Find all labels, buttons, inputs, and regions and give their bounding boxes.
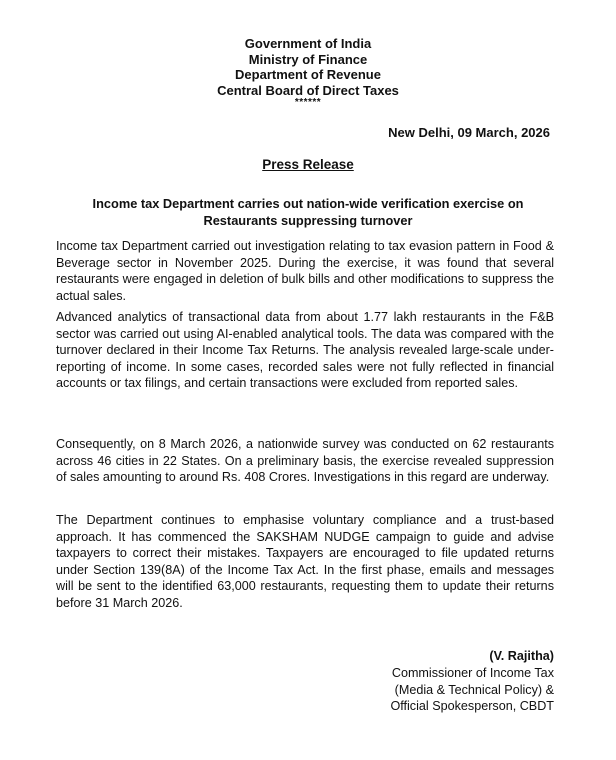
signatory-designation-3: Official Spokesperson, CBDT: [390, 699, 554, 714]
ministry-name: Ministry of Finance: [248, 51, 368, 67]
header-separator: ******: [294, 97, 322, 108]
signature-block: [390, 648, 554, 715]
paragraph-2: Advanced analytics of transactional data from about 1.77 lakh restaurants in the F&B sector was carried out using AI-enabled analytical tools. The data was compared with the turnover declared in their Income Tax Returns. The analysis revealed large-scale under-reporting of income. In some cases, recorded sales were not fully reflected in financial accounts or tax filings, and certain transactions were excluded from reported sales.: [56, 310, 554, 391]
letterhead: [0, 36, 616, 107]
signatory-designation-1: Commissioner of Income Tax: [391, 665, 554, 680]
paragraph-3: Consequently, on 8 March 2026, a nationwide survey was conducted on 62 restaurants across 46 cities in 22 States. On a preliminary basis, the exercise revealed suppression of sales amounting to around Rs. 408 Crores. Investigations in this regard are underway.: [56, 437, 554, 485]
press-release-title: Press Release: [262, 157, 354, 172]
government-name: Government of India: [244, 36, 372, 51]
signatory-name: (V. Rajitha): [489, 649, 554, 663]
board-name: Central Board of Direct Taxes: [217, 82, 399, 98]
dateline: New Delhi, 09 March, 2026: [388, 125, 550, 140]
signatory-designation-2: (Media & Technical Policy) &: [394, 682, 554, 697]
paragraph-4: The Department continues to emphasise voluntary compliance and a trust-based approach. It has commenced the SAKSHAM NUDGE campaign to guide and advise taxpayers to correct their mistakes. Taxpayers are encouraged to file updated returns under Section 139(8A) of the Income Tax Act. In the first phase, emails and messages will be sent to the identified 63,000 restaurants, requesting them to update their returns before 31 March 2026.: [56, 513, 554, 610]
paragraph-1: Income tax Department carried out investigation relating to tax evasion pattern in Food & Beverage sector in November 2025. During the exercise, it was found that several restaurants were engaged in deletion of bulk bills and other modifications to suppress the actual sales.: [56, 239, 554, 303]
department-name: Department of Revenue: [235, 67, 381, 82]
headline: Income tax Department carries out nation-wide verification exercise on Restaurants suppressing turnover: [92, 196, 524, 228]
